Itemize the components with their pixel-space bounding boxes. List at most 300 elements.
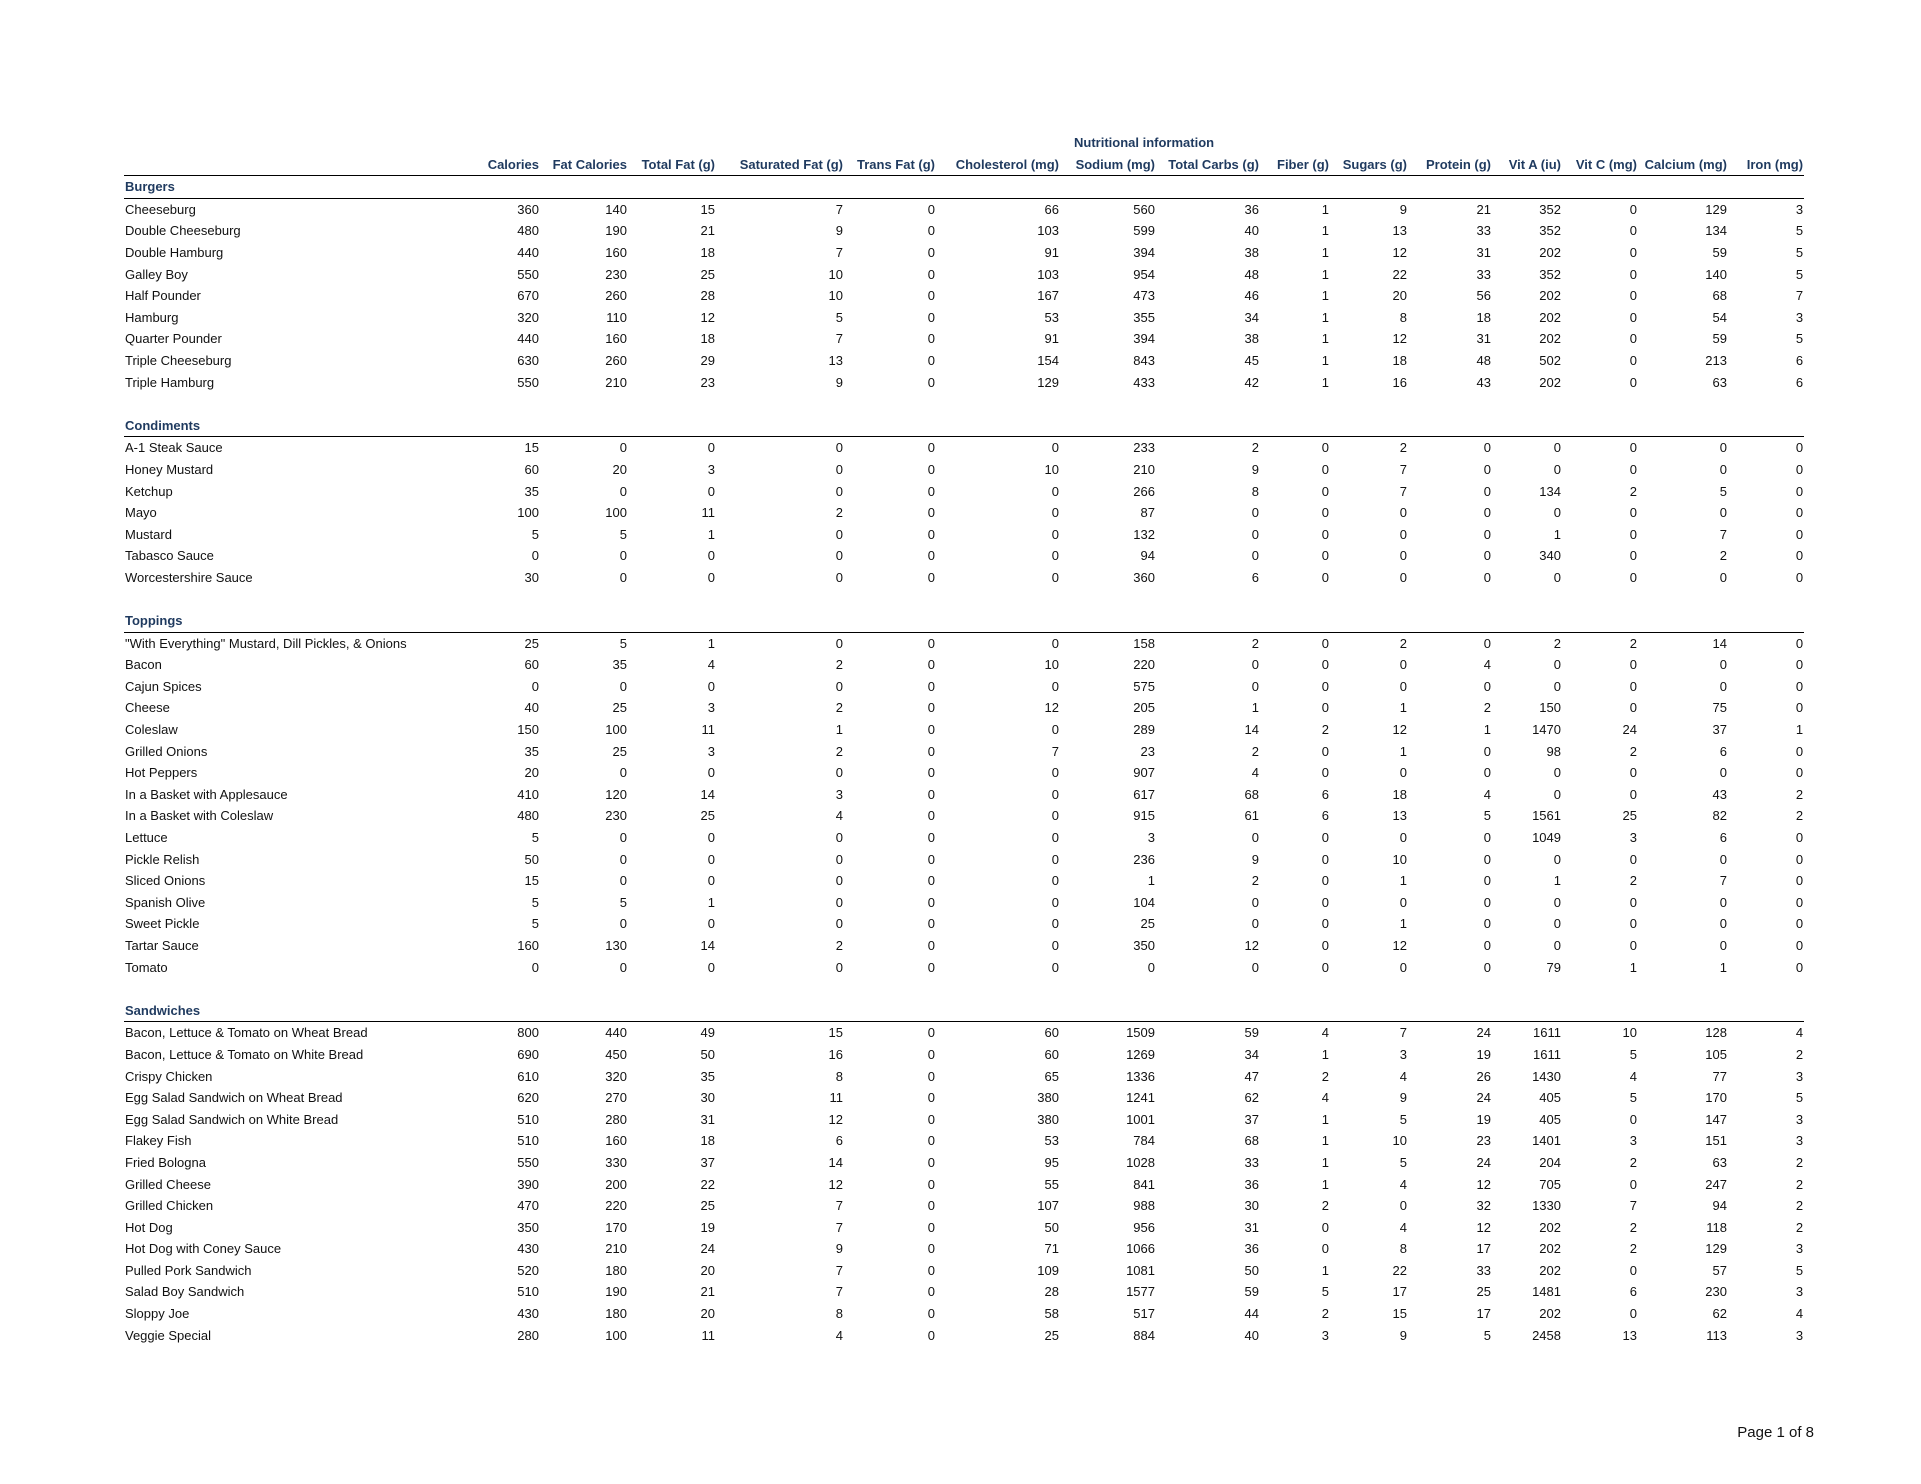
table-cell: 8 <box>835 1068 843 1084</box>
table-row <box>124 1152 1804 1174</box>
column-header: Vit C (mg) <box>1562 154 1638 176</box>
category-row <box>124 176 1804 199</box>
table-cell: 1 <box>1399 873 1407 889</box>
table-row <box>124 1130 1804 1152</box>
table-cell: 2 <box>1795 1219 1804 1235</box>
table-cell: 0 <box>1321 526 1329 542</box>
table-cell: 15 <box>828 1025 843 1041</box>
table-cell: 1 <box>1719 959 1727 975</box>
table-row <box>124 1325 1804 1347</box>
item-name: Grilled Cheese <box>125 1176 211 1192</box>
table-cell: 1 <box>1399 916 1407 932</box>
table-cell: 7 <box>1399 461 1407 477</box>
table-cell: 2 <box>1629 635 1637 651</box>
item-name: Ketchup <box>125 483 173 499</box>
table-cell: 0 <box>1051 548 1059 564</box>
table-cell: 50 <box>1044 1219 1059 1235</box>
item-name: Double Hamburg <box>125 244 224 260</box>
table-cell: 5 <box>531 830 539 845</box>
table-cell: 18 <box>1392 786 1407 802</box>
table-cell: 2 <box>1795 1176 1804 1192</box>
table-cell: 7 <box>835 1198 843 1214</box>
table-row <box>124 1260 1804 1282</box>
table-cell: 1 <box>1399 743 1407 759</box>
table-cell: 0 <box>1399 657 1407 673</box>
table-cell: 202 <box>1539 244 1561 260</box>
table-cell: 3 <box>1795 1068 1804 1084</box>
table-cell: 0 <box>1483 916 1491 932</box>
table-cell: 0 <box>927 505 935 521</box>
table-cell: 22 <box>1392 1262 1407 1278</box>
table-cell: 60 <box>524 461 539 477</box>
table-cell: 1 <box>1321 1046 1329 1062</box>
table-cell: 289 <box>1133 722 1155 738</box>
table-cell: 0 <box>835 569 843 585</box>
table-cell: 160 <box>517 937 539 953</box>
table-cell: 1 <box>1553 873 1561 889</box>
table-cell: 0 <box>1629 569 1637 585</box>
table-cell: 0 <box>1051 635 1059 651</box>
table-cell: 10 <box>1044 461 1059 477</box>
table-cell: 44 <box>1244 1306 1259 1322</box>
table-row <box>124 1281 1804 1303</box>
table-cell: 0 <box>1483 548 1491 564</box>
table-cell: 0 <box>1553 937 1561 953</box>
table-cell: 0 <box>1795 765 1804 781</box>
table-cell: 0 <box>1795 461 1804 477</box>
table-cell: 230 <box>1705 1284 1727 1300</box>
table-cell: 0 <box>1321 569 1329 585</box>
table-cell: 0 <box>531 959 539 975</box>
table-cell: 884 <box>1133 1327 1155 1343</box>
table-cell: 68 <box>1712 288 1727 304</box>
table-row <box>124 307 1804 329</box>
table-cell: 1 <box>1321 374 1329 390</box>
table-cell: 24 <box>1622 722 1637 738</box>
table-cell: 0 <box>1399 1198 1407 1214</box>
table-cell: 20 <box>700 1306 715 1322</box>
table-cell: 0 <box>619 569 627 585</box>
table-row <box>124 1087 1804 1109</box>
table-cell: 0 <box>1251 526 1259 542</box>
table-cell: 1 <box>1629 959 1637 975</box>
table-cell: 1611 <box>1533 1046 1561 1062</box>
table-cell: 134 <box>1539 483 1561 499</box>
table-cell: 12 <box>700 309 715 325</box>
table-cell: 0 <box>619 678 627 694</box>
table-cell: 26 <box>1476 1068 1491 1084</box>
table-cell: 0 <box>1399 830 1407 845</box>
table-row <box>124 372 1804 394</box>
table-cell: 330 <box>605 1154 627 1170</box>
table-cell: 0 <box>1251 916 1259 932</box>
table-cell: 0 <box>1321 548 1329 564</box>
table-cell: 440 <box>517 331 539 347</box>
category-label: Burgers <box>124 176 1804 199</box>
table-cell: 120 <box>605 786 627 802</box>
table-cell: 202 <box>1539 1241 1561 1257</box>
table-cell: 510 <box>517 1284 539 1300</box>
table-cell: 105 <box>1705 1046 1727 1062</box>
table-cell: 5 <box>1483 808 1491 824</box>
table-cell: 320 <box>605 1068 627 1084</box>
table-cell: 0 <box>927 678 935 694</box>
table-cell: 0 <box>927 873 935 889</box>
table-cell: 0 <box>1553 916 1561 932</box>
table-cell: 21 <box>700 223 715 239</box>
table-cell: 0 <box>1321 1219 1329 1235</box>
table-cell: 14 <box>828 1154 843 1170</box>
table-cell: 430 <box>517 1241 539 1257</box>
table-cell: 0 <box>927 657 935 673</box>
spacer-row <box>124 393 1804 415</box>
table-cell: 4 <box>1321 1025 1329 1041</box>
table-cell: 158 <box>1133 635 1155 651</box>
table-cell: 956 <box>1133 1219 1155 1235</box>
table-cell: 1 <box>707 894 715 910</box>
table-cell: 230 <box>605 266 627 282</box>
column-header: Vit A (iu) <box>1492 154 1562 176</box>
table-cell: 180 <box>605 1306 627 1322</box>
table-cell: 0 <box>1795 959 1804 975</box>
table-cell: 180 <box>605 1262 627 1278</box>
table-cell: 2 <box>1399 635 1407 651</box>
table-cell: 2 <box>1399 440 1407 456</box>
table-cell: 6 <box>1719 830 1727 845</box>
table-cell: 13 <box>1392 808 1407 824</box>
table-cell: 129 <box>1705 201 1727 217</box>
table-cell: 8 <box>1399 1241 1407 1257</box>
table-cell: 352 <box>1539 266 1561 282</box>
table-cell: 0 <box>927 1327 935 1343</box>
table-cell: 0 <box>1719 894 1727 910</box>
item-name: Egg Salad Sandwich on Wheat Bread <box>125 1090 343 1106</box>
table-cell: 65 <box>1044 1068 1059 1084</box>
table-cell: 0 <box>1795 937 1804 953</box>
table-cell: 0 <box>835 765 843 781</box>
table-cell: 2 <box>1553 635 1561 651</box>
table-cell: 22 <box>1392 266 1407 282</box>
table-cell: 1 <box>707 635 715 651</box>
table-cell: 0 <box>927 1068 935 1084</box>
table-cell: 11 <box>701 1327 715 1343</box>
table-cell: 35 <box>612 657 627 673</box>
table-cell: 25 <box>700 808 715 824</box>
table-cell: 0 <box>1051 678 1059 694</box>
table-cell: 0 <box>927 569 935 585</box>
table-cell: 25 <box>700 1198 715 1214</box>
table-cell: 17 <box>1476 1306 1491 1322</box>
table-cell: 5 <box>619 894 627 910</box>
table-cell: 0 <box>1399 678 1407 694</box>
table-cell: 617 <box>1133 786 1155 802</box>
table-cell: 0 <box>1629 526 1637 542</box>
item-name: "With Everything" Mustard, Dill Pickles, & Onions <box>125 635 407 651</box>
table-cell: 0 <box>927 309 935 325</box>
table-cell: 4 <box>1399 1068 1407 1084</box>
table-cell: 0 <box>1051 959 1059 975</box>
table-cell: 575 <box>1133 678 1155 694</box>
table-cell: 0 <box>1629 288 1637 304</box>
table-cell: 7 <box>835 1262 843 1278</box>
table-cell: 150 <box>517 722 539 738</box>
table-cell: 0 <box>1051 569 1059 585</box>
table-cell: 21 <box>1476 201 1491 217</box>
table-cell: 6 <box>1629 1284 1637 1300</box>
table-cell: 30 <box>1244 1198 1259 1214</box>
table-cell: 58 <box>1044 1306 1059 1322</box>
table-cell: 9 <box>1399 1327 1407 1343</box>
table-cell: 0 <box>1051 440 1059 456</box>
table-cell: 0 <box>927 1176 935 1192</box>
table-cell: 0 <box>1051 851 1059 867</box>
table-cell: 129 <box>1705 1241 1727 1257</box>
table-cell: 1 <box>1321 352 1329 368</box>
table-cell: 0 <box>927 244 935 260</box>
table-cell: 25 <box>1044 1327 1059 1343</box>
table-cell: 0 <box>835 526 843 542</box>
table-cell: 2 <box>1321 722 1329 738</box>
table-cell: 25 <box>700 266 715 282</box>
table-cell: 140 <box>1705 266 1727 282</box>
table-cell: 560 <box>1133 201 1155 217</box>
table-cell: 405 <box>1539 1090 1561 1106</box>
table-cell: 18 <box>1392 352 1407 368</box>
table-cell: 0 <box>1795 569 1804 585</box>
table-cell: 620 <box>517 1090 539 1106</box>
table-cell: 0 <box>1321 894 1329 910</box>
table-cell: 0 <box>1251 894 1259 910</box>
table-cell: 2 <box>835 937 843 953</box>
table-cell: 42 <box>1244 374 1259 390</box>
table-cell: 0 <box>1629 786 1637 802</box>
table-cell: 140 <box>605 201 627 217</box>
table-cell: 147 <box>1705 1111 1727 1127</box>
table-row <box>124 827 1804 849</box>
table-cell: 79 <box>1546 959 1561 975</box>
table-cell: 599 <box>1133 223 1155 239</box>
table-cell: 0 <box>927 201 935 217</box>
table-cell: 19 <box>700 1219 715 1235</box>
table-cell: 57 <box>1712 1262 1727 1278</box>
table-cell: 0 <box>1795 851 1804 867</box>
item-name: Cheeseburg <box>125 201 196 217</box>
table-row <box>124 957 1804 979</box>
table-cell: 12 <box>1476 1219 1491 1235</box>
table-cell: 37 <box>1244 1111 1259 1127</box>
table-cell: 94 <box>1712 1198 1727 1214</box>
table-cell: 7 <box>835 201 843 217</box>
table-cell: 0 <box>1553 440 1561 456</box>
item-name: Salad Boy Sandwich <box>125 1284 245 1300</box>
table-cell: 0 <box>1795 743 1804 759</box>
table-cell: 0 <box>1795 700 1804 716</box>
table-cell: 4 <box>835 808 843 824</box>
table-cell: 24 <box>1476 1090 1491 1106</box>
table-cell: 0 <box>1399 959 1407 975</box>
item-name: Egg Salad Sandwich on White Bread <box>125 1111 339 1127</box>
table-row <box>124 242 1804 264</box>
table-cell: 220 <box>1133 657 1155 673</box>
table-cell: 0 <box>1483 959 1491 975</box>
table-cell: 2 <box>1321 1068 1329 1084</box>
table-cell: 2 <box>1795 808 1804 824</box>
table-cell: 25 <box>1476 1284 1491 1300</box>
table-cell: 0 <box>1051 505 1059 521</box>
table-cell: 2 <box>1795 1046 1804 1062</box>
table-cell: 210 <box>605 374 627 390</box>
item-name: Half Pounder <box>125 288 201 304</box>
table-row <box>124 524 1804 546</box>
table-cell: 380 <box>1037 1111 1059 1127</box>
table-cell: 1 <box>1321 1154 1329 1170</box>
table-cell: 0 <box>1483 440 1491 456</box>
table-cell: 0 <box>1629 700 1637 716</box>
table-cell: 220 <box>605 1198 627 1214</box>
table-cell: 3 <box>1795 1133 1804 1149</box>
table-cell: 32 <box>1476 1198 1491 1214</box>
table-row <box>124 913 1804 935</box>
table-cell: 0 <box>927 937 935 953</box>
table-cell: 34 <box>1244 1046 1259 1062</box>
table-cell: 5 <box>1399 1111 1407 1127</box>
table-cell: 0 <box>1795 526 1804 542</box>
table-cell: 1 <box>1321 288 1329 304</box>
table-cell: 0 <box>1483 743 1491 759</box>
table-cell: 0 <box>927 352 935 368</box>
table-cell: 0 <box>1553 786 1561 802</box>
table-cell: 14 <box>700 937 715 953</box>
table-cell: 7 <box>835 1219 843 1235</box>
item-name: Sloppy Joe <box>125 1306 190 1322</box>
table-cell: 202 <box>1539 374 1561 390</box>
table-cell: 2 <box>1629 1154 1637 1170</box>
table-cell: 0 <box>1629 657 1637 673</box>
table-cell: 66 <box>1044 201 1059 217</box>
table-cell: 2 <box>835 657 843 673</box>
table-cell: 7 <box>1399 1025 1407 1041</box>
table-cell: 0 <box>927 288 935 304</box>
page-number: Page 1 of 8 <box>1737 1424 1814 1441</box>
table-cell: 95 <box>1044 1154 1059 1170</box>
table-cell: 3 <box>1147 830 1155 845</box>
table-row <box>124 870 1804 892</box>
table-cell: 20 <box>700 1262 715 1278</box>
table-cell: 340 <box>1539 548 1561 564</box>
table-cell: 5 <box>1795 244 1804 260</box>
column-header: Saturated Fat (g) <box>716 154 844 176</box>
table-cell: 0 <box>1795 440 1804 456</box>
table-cell: 3 <box>1795 1241 1804 1257</box>
table-cell: 0 <box>619 916 627 932</box>
item-name: Quarter Pounder <box>125 331 222 347</box>
table-cell: 0 <box>1553 678 1561 694</box>
table-cell: 1 <box>1251 700 1259 716</box>
table-cell: 87 <box>1140 505 1155 521</box>
table-cell: 0 <box>835 851 843 867</box>
table-cell: 470 <box>517 1198 539 1214</box>
category-row <box>124 415 1804 437</box>
table-cell: 0 <box>1251 548 1259 564</box>
table-cell: 202 <box>1539 1219 1561 1235</box>
table-cell: 4 <box>1399 1176 1407 1192</box>
table-cell: 2 <box>835 700 843 716</box>
table-cell: 550 <box>517 266 539 282</box>
table-cell: 2 <box>1251 873 1259 889</box>
table-cell: 2 <box>1795 786 1804 802</box>
table-cell: 0 <box>1321 483 1329 499</box>
table-cell: 1577 <box>1126 1284 1155 1300</box>
item-name: Triple Hamburg <box>125 374 215 390</box>
table-cell: 247 <box>1705 1176 1727 1192</box>
table-cell: 0 <box>1051 808 1059 824</box>
table-cell: 0 <box>707 851 715 867</box>
table-cell: 0 <box>927 1090 935 1106</box>
table-cell: 0 <box>619 765 627 781</box>
table-row <box>124 1109 1804 1131</box>
table-row <box>124 1217 1804 1239</box>
table-cell: 10 <box>1044 657 1059 673</box>
table-cell: 170 <box>605 1219 627 1235</box>
table-cell: 3 <box>1795 309 1804 325</box>
table-cell: 100 <box>605 505 627 521</box>
table-cell: 0 <box>1321 635 1329 651</box>
table-cell: 0 <box>619 851 627 867</box>
table-row <box>124 350 1804 372</box>
table-cell: 77 <box>1712 1068 1727 1084</box>
table-cell: 517 <box>1133 1306 1155 1322</box>
column-header: Protein (g) <box>1408 154 1492 176</box>
item-name: Grilled Onions <box>125 743 208 759</box>
table-cell: 37 <box>1712 722 1727 738</box>
table-cell: 0 <box>1719 916 1727 932</box>
table-cell: 9 <box>1251 461 1259 477</box>
table-cell: 11 <box>829 1090 843 1106</box>
table-cell: 1 <box>1321 331 1329 347</box>
table-cell: 1470 <box>1532 722 1561 738</box>
table-cell: 190 <box>605 1284 627 1300</box>
item-name: Flakey Fish <box>125 1133 192 1149</box>
table-cell: 1 <box>1321 309 1329 325</box>
table-cell: 54 <box>1712 309 1727 325</box>
table-row <box>124 437 1804 459</box>
table-cell: 0 <box>835 959 843 975</box>
table-cell: 0 <box>927 959 935 975</box>
table-cell: 0 <box>707 569 715 585</box>
table-cell: 0 <box>1553 569 1561 585</box>
table-cell: 0 <box>1629 331 1637 347</box>
table-cell: 0 <box>835 461 843 477</box>
table-cell: 0 <box>1553 851 1561 867</box>
table-cell: 10 <box>1392 851 1407 867</box>
table-cell: 53 <box>1044 1133 1059 1149</box>
category-row <box>124 610 1804 632</box>
table-cell: 0 <box>1483 526 1491 542</box>
table-cell: 18 <box>700 331 715 347</box>
table-cell: 0 <box>927 331 935 347</box>
item-name-header <box>124 154 484 176</box>
table-cell: 0 <box>927 1111 935 1127</box>
item-name: Grilled Chicken <box>125 1198 214 1214</box>
table-cell: 62 <box>1712 1306 1727 1322</box>
table-cell: 30 <box>524 569 539 585</box>
table-cell: 5 <box>1795 331 1804 347</box>
table-row <box>124 719 1804 741</box>
table-row <box>124 1174 1804 1196</box>
table-cell: 1 <box>1553 526 1561 542</box>
table-cell: 0 <box>1399 894 1407 910</box>
table-cell: 3 <box>1399 1046 1407 1062</box>
